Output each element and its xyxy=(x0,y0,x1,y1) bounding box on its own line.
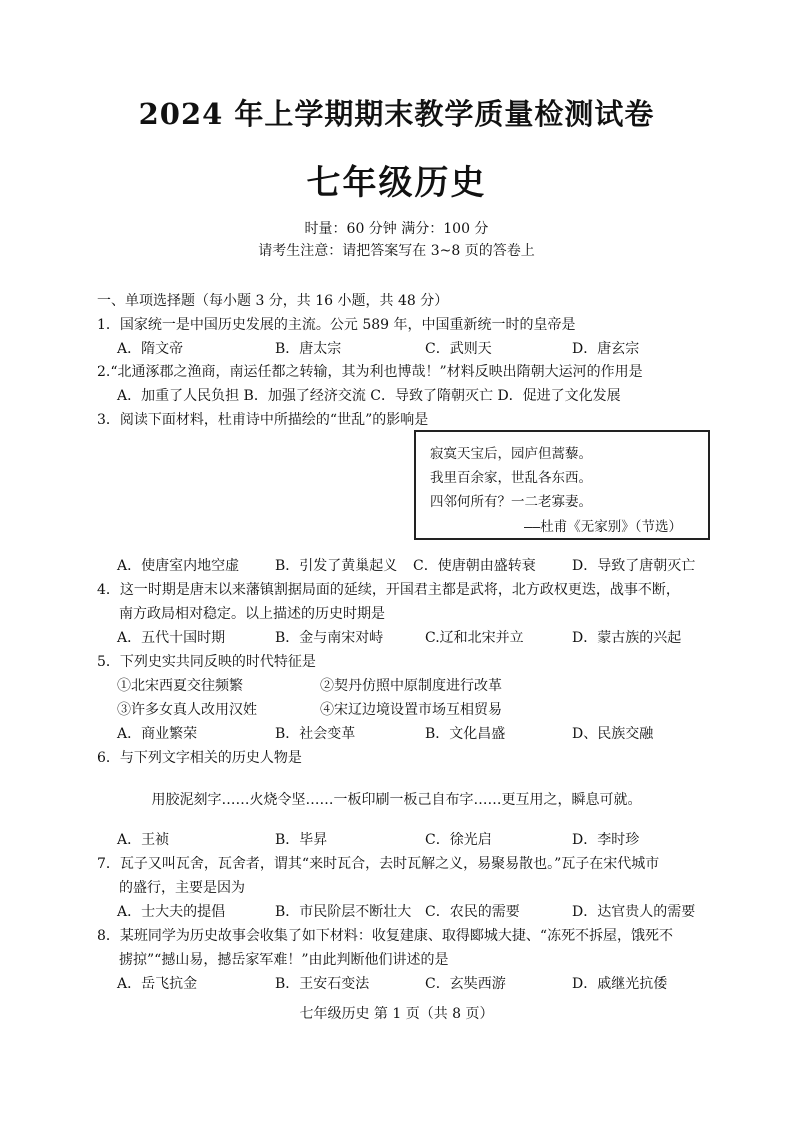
question-6-option-b: B．毕昇 xyxy=(275,832,328,848)
poem-source: ——杜甫《无家别》（节选） xyxy=(524,519,683,535)
exam-notice: 请考生注意：请把答案写在 3~8 页的答卷上 xyxy=(258,243,535,259)
question-4-option-c: C.辽和北宋并立 xyxy=(425,630,524,646)
question-7-option-c: C．农民的需要 xyxy=(425,904,520,920)
exam-title: 2024 年上学期期末教学质量检测试卷 xyxy=(138,97,655,131)
question-8-stem: 8．某班同学为历史故事会收集了如下材料：收复建康、取得郾城大捷、“冻死不拆屋，饿死不 xyxy=(97,928,674,944)
question-1-option-a: A．隋文帝 xyxy=(117,341,184,357)
exam-time-score: 时量：60 分钟 满分：100 分 xyxy=(304,221,489,237)
question-3-option-a: A．使唐室内地空虚 xyxy=(117,558,240,574)
question-8-option-c: C．玄奘西游 xyxy=(425,976,506,992)
question-4-option-a: A．五代十国时期 xyxy=(117,630,226,646)
question-8-stem-cont: 掳掠”“撼山易，撼岳家军难！”由此判断他们讲述的是 xyxy=(119,952,449,968)
question-3-option-c: C．使唐朝由盛转衰 xyxy=(413,558,536,574)
question-6-quote: 用胶泥刻字……火烧令坚……一板印刷一板己自布字……更互用之，瞬息可就。 xyxy=(151,792,642,808)
question-5-statement: ④宋辽边境设置市场互相贸易 xyxy=(320,702,502,718)
question-3-option-d: D．导致了唐朝灭亡 xyxy=(572,558,696,574)
question-4-option-b: B．金与南宋对峙 xyxy=(275,630,384,646)
question-1-option-c: C．武则天 xyxy=(425,341,492,357)
question-1-option-d: D．唐玄宗 xyxy=(572,341,640,357)
question-5-option-b: B．社会变革 xyxy=(275,726,356,742)
poem-excerpt-box xyxy=(414,430,710,540)
question-5-stem: 5．下列史实共同反映的时代特征是 xyxy=(97,654,316,670)
question-7-option-b: B．市民阶层不断壮大 xyxy=(275,904,412,920)
question-5-statement: ③许多女真人改用汉姓 xyxy=(117,702,257,718)
question-3-stem: 3．阅读下面材料，杜甫诗中所描绘的“世乱”的影响是 xyxy=(97,412,429,428)
question-5-option-d: D、民族交融 xyxy=(572,726,654,742)
question-4-stem-cont: 南方政局相对稳定。以上描述的历史时期是 xyxy=(119,606,385,622)
question-2-options: A．加重了人民负担 B．加强了经济交流 C．导致了隋朝灭亡 D．促进了文化发展 xyxy=(117,388,621,404)
question-4-option-d: D．蒙古族的兴起 xyxy=(572,630,682,646)
question-1-option-b: B．唐太宗 xyxy=(275,341,342,357)
question-1-stem: 1．国家统一是中国历史发展的主流。公元 589 年，中国重新统一时的皇帝是 xyxy=(97,317,576,333)
question-5-statement: ②契丹仿照中原制度进行改革 xyxy=(320,678,502,694)
section-heading: 一、单项选择题（每小题 3 分，共 16 小题，共 48 分） xyxy=(97,293,449,309)
question-3-option-b: B．引发了黄巢起义 xyxy=(275,558,398,574)
question-6-option-d: D．李时珍 xyxy=(572,832,640,848)
question-6-stem: 6．与下列文字相关的历史人物是 xyxy=(97,750,302,766)
question-7-option-a: A．士大夫的提倡 xyxy=(117,904,226,920)
question-2-stem: 2.“北通涿郡之渔商，南运任都之转输，其为利也博哉！”材料反映出隋朝大运河的作用是 xyxy=(97,364,643,380)
exam-subject-title: 七年级历史 xyxy=(306,163,487,203)
question-5-option-c: B．文化昌盛 xyxy=(425,726,506,742)
poem-line: 我里百余家，世乱各东西。 xyxy=(430,470,592,486)
question-5-option-a: A．商业繁荣 xyxy=(117,726,198,742)
question-6-option-c: C．徐光启 xyxy=(425,832,492,848)
question-4-stem: 4．这一时期是唐末以来藩镇割据局面的延续，开国君主都是武将，北方政权更迭，战事不断， xyxy=(97,582,680,598)
question-8-option-d: D．戚继光抗倭 xyxy=(572,976,668,992)
question-6-option-a: A．王祯 xyxy=(117,832,170,848)
question-5-statement: ①北宋西夏交往频繁 xyxy=(117,678,243,694)
question-8-option-a: A．岳飞抗金 xyxy=(117,976,198,992)
page-footer: 七年级历史 第 1 页（共 8 页） xyxy=(299,1006,494,1022)
question-8-option-b: B．王安石变法 xyxy=(275,976,370,992)
poem-line: 四邻何所有？一二老寡妻。 xyxy=(430,494,592,510)
question-7-stem: 7．瓦子又叫瓦舍，瓦舍者，谓其“来时瓦合，去时瓦解之义，易聚易散也。”瓦子在宋代城市 xyxy=(97,856,660,872)
question-7-option-d: D．达官贵人的需要 xyxy=(572,904,696,920)
poem-line: 寂寞天宝后，园庐但蒿藜。 xyxy=(430,446,592,462)
question-7-stem-cont: 的盛行，主要是因为 xyxy=(119,880,245,896)
